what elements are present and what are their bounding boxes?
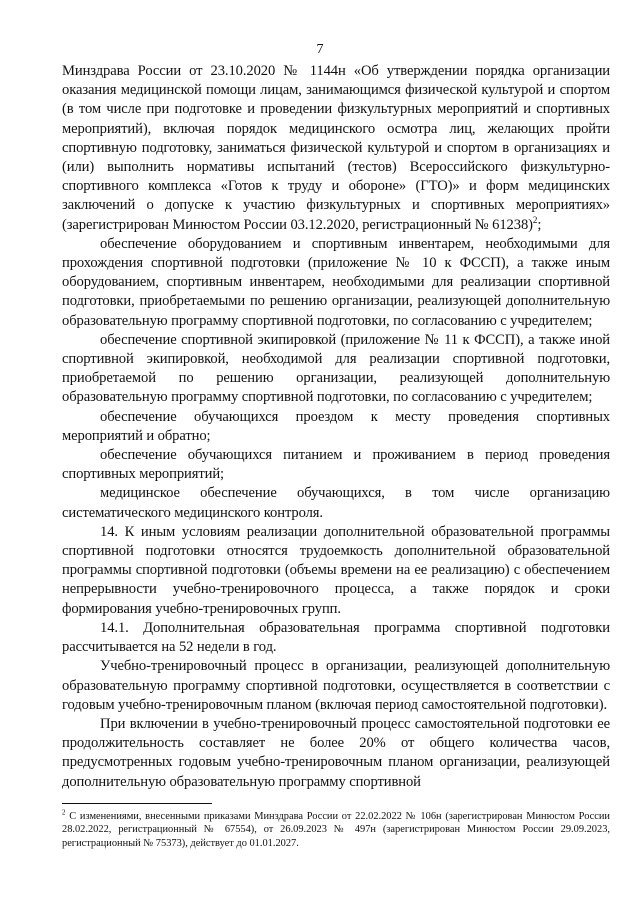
paragraph-section-14: 14. К иным условиям реализации дополнительной образовательной программы спортивной подготовки относятся трудоемкость дополнительной образовательной программы спортивной подготовки (объемы времени на ее реализацию) с обеспечением непрерывности учебно-тренировочного процесса, а также порядок и сроки формирования учебно-тренировочных групп. (62, 523, 610, 617)
footnote-reference: 2 (532, 214, 538, 225)
paragraph-text: Минздрава России от 23.10.2020 № 1144н «Об утверждении порядка организации оказания медицинской помощи лицам, занимающимся физической культурой и спортом (в том числе при подготовке и проведении физкультурных мероприятий и спортивных мероприятий), включая порядок медицинского осмотра лиц, желающих пройти спортивную подготовку, заниматься физической культурой и спортом в организациях и (или) выполнить нормативы испытаний (тестов) Всероссийского физкультурно-спортивного комплекса «Готов к труду и обороне» (ГТО)» и форм медицинских заключений о допуске к участию физкультурных и спортивных мероприятиях» (зарегистрирован Минюстом России 03.12.2020, регистрационный № 61238) (62, 63, 610, 233)
paragraph-travel: обеспечение обучающихся проездом к месту проведения спортивных мероприятий и обратно; (62, 408, 610, 444)
footnote (62, 810, 610, 850)
footnote-divider (62, 803, 212, 804)
paragraph-section-14-1: 14.1. Дополнительная образовательная программа спортивной подготовки рассчитывается на 52 недели в год. (62, 619, 610, 656)
paragraph-meals: обеспечение обучающихся питанием и проживанием в период проведения спортивных мероприятий; (62, 447, 610, 483)
paragraph-training-process: Учебно-тренировочный процесс в организации, реализующей дополнительную образовательную программу спортивной подготовки, осуществляется в соответствии с годовым учебно-тренировочным планом (включая период самостоятельной подготовки). (62, 658, 610, 713)
paragraph-punctuation: ; (537, 216, 542, 233)
footnote-marker: 2 (62, 808, 66, 817)
paragraph-continuation (62, 62, 610, 235)
paragraph-equipment: обеспечение оборудованием и спортивным инвентарем, необходимыми для прохождения спортивной подготовки (приложение № 10 к ФССП), а также иным оборудованием, спортивным инвентарем, необходимыми для реализации спортивной подготовки, приобретаемыми по решению организации, реализующей дополнительную образовательную программу спортивной подготовки, по согласованию с учредителем; (62, 235, 610, 329)
paragraph-self-training: При включении в учебно-тренировочный процесс самостоятельной подготовки ее продолжительность составляет не более 20% от общего количества часов, предусмотренных годовым учебно-тренировочным планом организации, реализующей дополнительную образовательную программу спортивной (62, 715, 610, 790)
document-body (62, 62, 610, 792)
page-number: 7 (316, 42, 324, 57)
paragraph-outfit: обеспечение спортивной экипировкой (приложение № 11 к ФССП), а также иной спортивной экипировкой, необходимой для реализации спортивной подготовки, приобретаемой по решению организации, реализующей дополнительную образовательную программу спортивной подготовки, по согласованию с учредителем; (62, 331, 610, 406)
paragraph-medical: медицинское обеспечение обучающихся, в том числе организацию систематического медицинского контроля. (62, 485, 610, 521)
footnote-text: С изменениями, внесенными приказами Минздрава России от 22.02.2022 № 106н (зарегистрирован Минюстом России 28.02.2022, регистрационный № 67554), от 26.09.2023 № 497н (зарегистрирован Минюстом России 29.09.2023, регистрационный № 75373), действует до 01.01.2027. (62, 811, 610, 849)
